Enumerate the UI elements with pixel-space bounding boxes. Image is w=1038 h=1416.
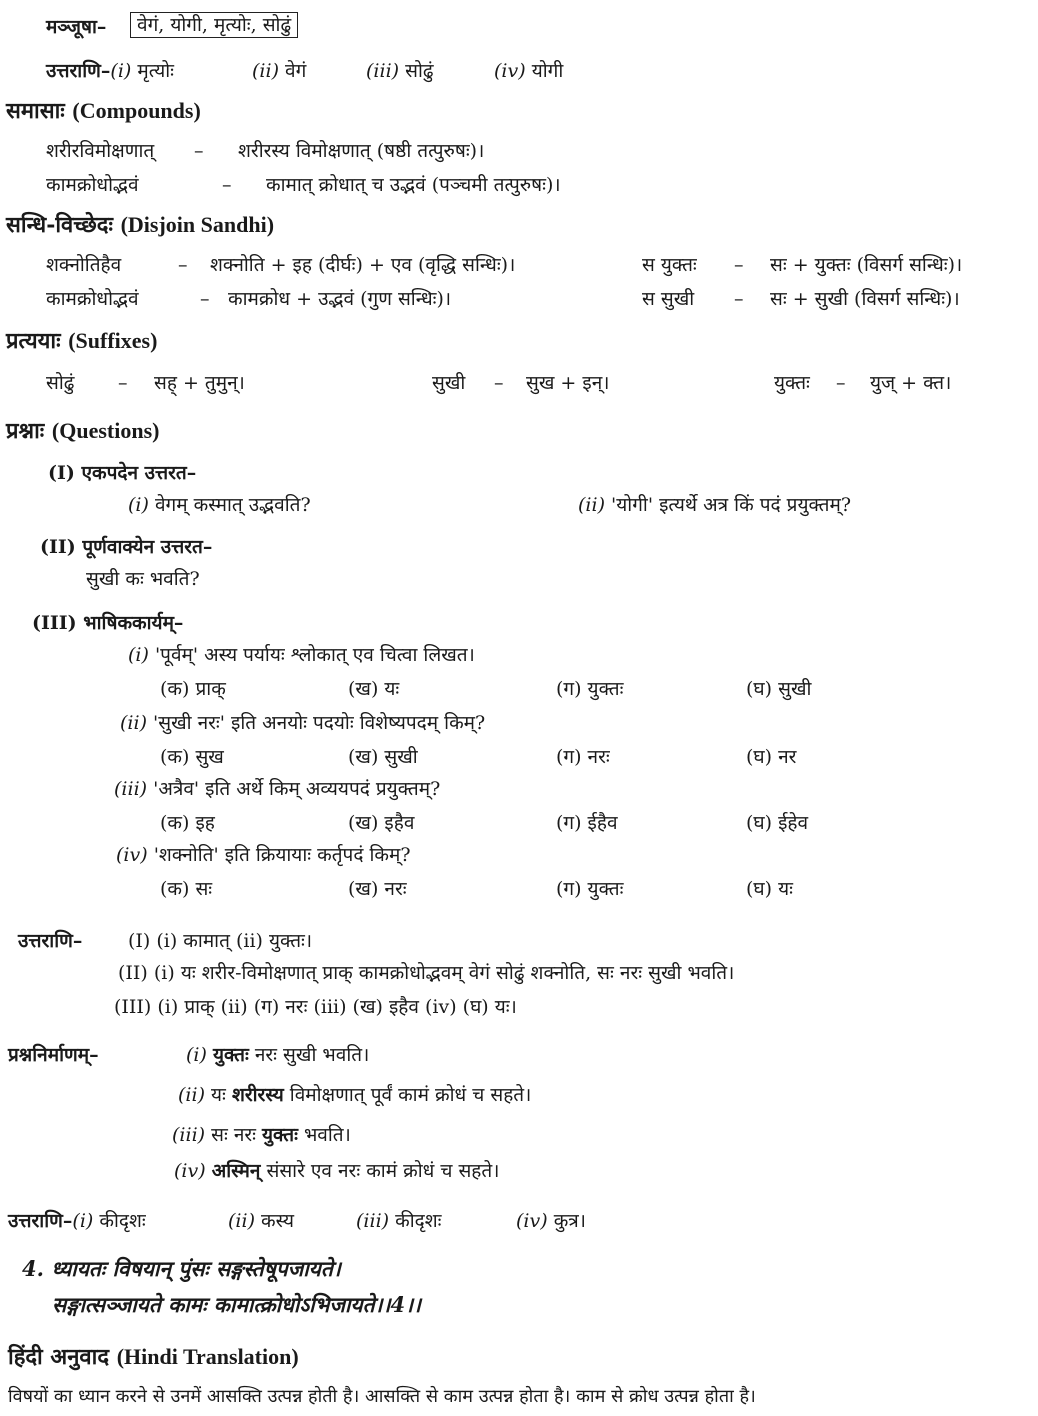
mcq-option: (ग) ईहैव: [556, 812, 618, 834]
section-heading-nirmanam: प्रश्ननिर्माणम्–: [8, 1044, 99, 1066]
answer-text: कस्य: [261, 1210, 295, 1232]
bold-word: अस्मिन्: [211, 1160, 261, 1182]
pratyaya-explanation: सह् + तुमुन्।: [154, 372, 245, 394]
answer-iv: [516, 1208, 586, 1234]
text-pre: सः नरः: [211, 1124, 263, 1146]
text-rest: संसारे एव नरः कामं क्रोधं च सहते।: [260, 1160, 500, 1182]
pratyaya-word: युक्तः: [774, 372, 810, 394]
answer-num: (iv): [494, 60, 526, 82]
answer-num: (iv): [516, 1210, 548, 1232]
answer-num: (ii): [252, 60, 279, 82]
mcq-option: (ख) यः: [348, 678, 400, 700]
mcq-question: [116, 842, 411, 868]
mcq-question: [128, 642, 475, 668]
manjusha-box: [130, 12, 298, 38]
question-group-label: (III) भाषिककार्यम्–: [32, 612, 184, 634]
answer-iii: [366, 58, 434, 84]
heading-en: (Hindi Translation): [116, 1344, 299, 1369]
mcq-option: (घ) सुखी: [746, 678, 812, 700]
mcq-option: (ग) युक्तः: [556, 678, 624, 700]
nirmanam-item: [178, 1082, 531, 1108]
heading-hi: प्रश्नाः: [6, 418, 45, 444]
sandhi-word: स युक्तः: [642, 254, 697, 276]
answer-ii: [228, 1208, 294, 1234]
answer-text: कीदृशः: [99, 1210, 146, 1232]
mcq-question: [114, 776, 440, 802]
sandhi-explanation: शक्नोति + इह (दीर्घः) + एव (वृद्धि सन्धिः)।: [210, 254, 516, 276]
question-num: (i): [186, 1044, 207, 1066]
answers-1: [46, 58, 174, 84]
answers-label: उत्तराणि–: [46, 60, 111, 82]
mcq-option: (ख) इहैव: [348, 812, 415, 834]
answer-text: मृत्योः: [137, 60, 175, 82]
dash: –: [222, 174, 232, 196]
sandhi-explanation: कामक्रोध + उद्भवं (गुण सन्धिः)।: [228, 288, 452, 310]
question-num: (iv): [174, 1160, 206, 1182]
answer-num: (iii): [366, 60, 400, 82]
question-text: 'सुखी नरः' इति अनयोः पदयोः विशेष्यपदम् किम्?: [153, 712, 486, 734]
heading-en: (Questions): [51, 418, 160, 443]
answer-text: कीदृशः: [395, 1210, 442, 1232]
question-num: (i): [128, 494, 149, 516]
pratyaya-explanation: सुख + इन्।: [526, 372, 610, 394]
answer-num: (i): [110, 60, 132, 82]
heading-hi: हिंदी अनुवाद: [8, 1344, 110, 1370]
text-rest: भवति।: [297, 1124, 351, 1146]
samasa-word: शरीरविमोक्षणात्: [46, 140, 155, 162]
sandhi-word: शक्नोतिहैव: [46, 254, 122, 276]
answers-3: [8, 1208, 146, 1234]
question-num: (iii): [172, 1124, 206, 1146]
samasa-row-1: [46, 138, 154, 164]
question-num: (ii): [120, 712, 147, 734]
mcq-question: [120, 710, 485, 736]
answers-label: उत्तराणि–: [18, 930, 83, 952]
question-text: सुखी कः भवति?: [86, 568, 200, 590]
heading-en: (Compounds): [72, 98, 201, 123]
section-heading-anuvad: [8, 1344, 299, 1370]
mcq-option: (क) प्राक्: [160, 678, 226, 700]
section-heading-prashna: [6, 418, 159, 444]
heading-hi: समासाः: [6, 98, 65, 124]
question-text: 'पूर्वम्' अस्य पर्यायः श्लोकात् एव चित्वा लिखत।: [154, 644, 475, 666]
heading-hi: सन्धि-विच्छेदः: [6, 212, 113, 238]
pratyaya-word: सुखी: [432, 372, 466, 394]
dash: –: [200, 288, 210, 310]
mcq-option: (ख) नरः: [348, 878, 407, 900]
sandhi-explanation: सः + युक्तः (विसर्ग सन्धिः)।: [770, 254, 963, 276]
manjusha-label: मञ्जूषा–: [46, 16, 107, 38]
translation-text: विषयों का ध्यान करने से उनमें आसक्ति उत्पन्न होती है। आसक्ति से काम उत्पन्न होता है। काम से क्रोध उत्पन्न होता है।: [8, 1386, 756, 1407]
answer-text: कुत्र।: [553, 1210, 586, 1232]
mcq-option: (क) सुख: [160, 746, 224, 768]
question-num: (iii): [114, 778, 148, 800]
answer-num: (ii): [228, 1210, 255, 1232]
nirmanam-item: [172, 1122, 351, 1148]
shloka-line: सङ्गात्सञ्जायते कामः कामात्क्रोधोऽभिजायते।।4।।: [52, 1292, 421, 1317]
sandhi-word: स सुखी: [642, 288, 695, 310]
text-rest: विमोक्षणात् पूर्वं कामं क्रोधं च सहते।: [283, 1084, 532, 1106]
answer-iii: [356, 1208, 441, 1234]
answer-num: (i): [72, 1210, 94, 1232]
dash: –: [734, 288, 744, 310]
mcq-option: (ख) सुखी: [348, 746, 418, 768]
heading-hi: प्रत्ययाः: [6, 328, 61, 354]
section-heading-samasa: [6, 98, 201, 124]
answer-iv: [494, 58, 563, 84]
question: [128, 492, 311, 518]
dash: –: [494, 372, 504, 394]
samasa-explanation: कामात् क्रोधात् च उद्भवं (पञ्चमी तत्पुरुषः)।: [266, 174, 561, 196]
answer-ii: [252, 58, 306, 84]
answer-text: योगी: [531, 60, 564, 82]
answer-line: (III) (i) प्राक् (ii) (ग) नरः (iii) (ख) इहैव (iv) (घ) यः।: [114, 996, 517, 1018]
question: [578, 492, 851, 518]
nirmanam-item: [174, 1158, 499, 1184]
answer-line: (II) (i) यः शरीर-विमोक्षणात् प्राक् कामक्रोधोद्भवम् वेगं सोढुं शक्नोति, सः नरः सुखी भवति।: [118, 962, 735, 984]
question-num: (iv): [116, 844, 148, 866]
text-rest: नरः सुखी भवति।: [248, 1044, 370, 1066]
dash: –: [734, 254, 744, 276]
sandhi-explanation: सः + सुखी (विसर्ग सन्धिः)।: [770, 288, 960, 310]
dash: –: [118, 372, 128, 394]
question-group-label: (II) पूर्णवाक्येन उत्तरत–: [40, 536, 213, 558]
mcq-option: (घ) यः: [746, 878, 793, 900]
question-text: 'योगी' इत्यर्थे अत्र किं पदं प्रयुक्तम्?: [611, 494, 852, 516]
samasa-word: कामक्रोधोद्भवं: [46, 174, 139, 196]
mcq-option: (क) सः: [160, 878, 213, 900]
bold-word: शरीरस्य: [231, 1084, 284, 1106]
pratyaya-word: सोढुं: [46, 372, 75, 394]
nirmanam-item: [186, 1042, 369, 1068]
mcq-option: (ग) युक्तः: [556, 878, 624, 900]
question-text: 'शक्नोति' इति क्रियायाः कर्तृपदं किम्?: [153, 844, 411, 866]
answer-line: (I) (i) कामात् (ii) युक्तः।: [128, 930, 313, 952]
bold-word: युक्तः: [212, 1044, 249, 1066]
manjusha-content: वेगं, योगी, मृत्योः, सोढुं: [130, 12, 298, 38]
dash: –: [178, 254, 188, 276]
answers-label: उत्तराणि–: [8, 1210, 73, 1232]
sandhi-word: कामक्रोधोद्भवं: [46, 288, 139, 310]
answer-text: सोढुं: [405, 60, 434, 82]
bold-word: युक्तः: [262, 1124, 298, 1146]
mcq-option: (घ) ईहेव: [746, 812, 809, 834]
question-group-label: (I) एकपदेन उत्तरत–: [48, 462, 197, 484]
question-num: (i): [128, 644, 149, 666]
question-num: (ii): [578, 494, 605, 516]
question-num: (ii): [178, 1084, 205, 1106]
question-text: वेगम् कस्मात् उद्भवति?: [154, 494, 311, 516]
pratyaya-explanation: युज् + क्त।: [870, 372, 952, 394]
answer-num: (iii): [356, 1210, 390, 1232]
heading-en: (Suffixes): [68, 328, 158, 353]
mcq-option: (ग) नरः: [556, 746, 610, 768]
section-heading-pratyaya: [6, 328, 157, 354]
text-pre: यः: [211, 1084, 232, 1106]
mcq-option: (घ) नर: [746, 746, 797, 768]
answer-text: वेगं: [285, 60, 307, 82]
shloka-line: 4. ध्यायतः विषयान् पुंसः सङ्गस्तेषूपजायते।: [22, 1256, 341, 1281]
heading-en: (Disjoin Sandhi): [120, 212, 275, 237]
question-text: 'अत्रैव' इति अर्थे किम् अव्ययपदं प्रयुक्तम्?: [153, 778, 441, 800]
mcq-option: (क) इह: [160, 812, 215, 834]
dash: –: [836, 372, 846, 394]
section-heading-sandhi: [6, 212, 274, 238]
dash: –: [194, 140, 204, 162]
samasa-explanation: शरीरस्य विमोक्षणात् (षष्ठी तत्पुरुषः)।: [238, 140, 485, 162]
